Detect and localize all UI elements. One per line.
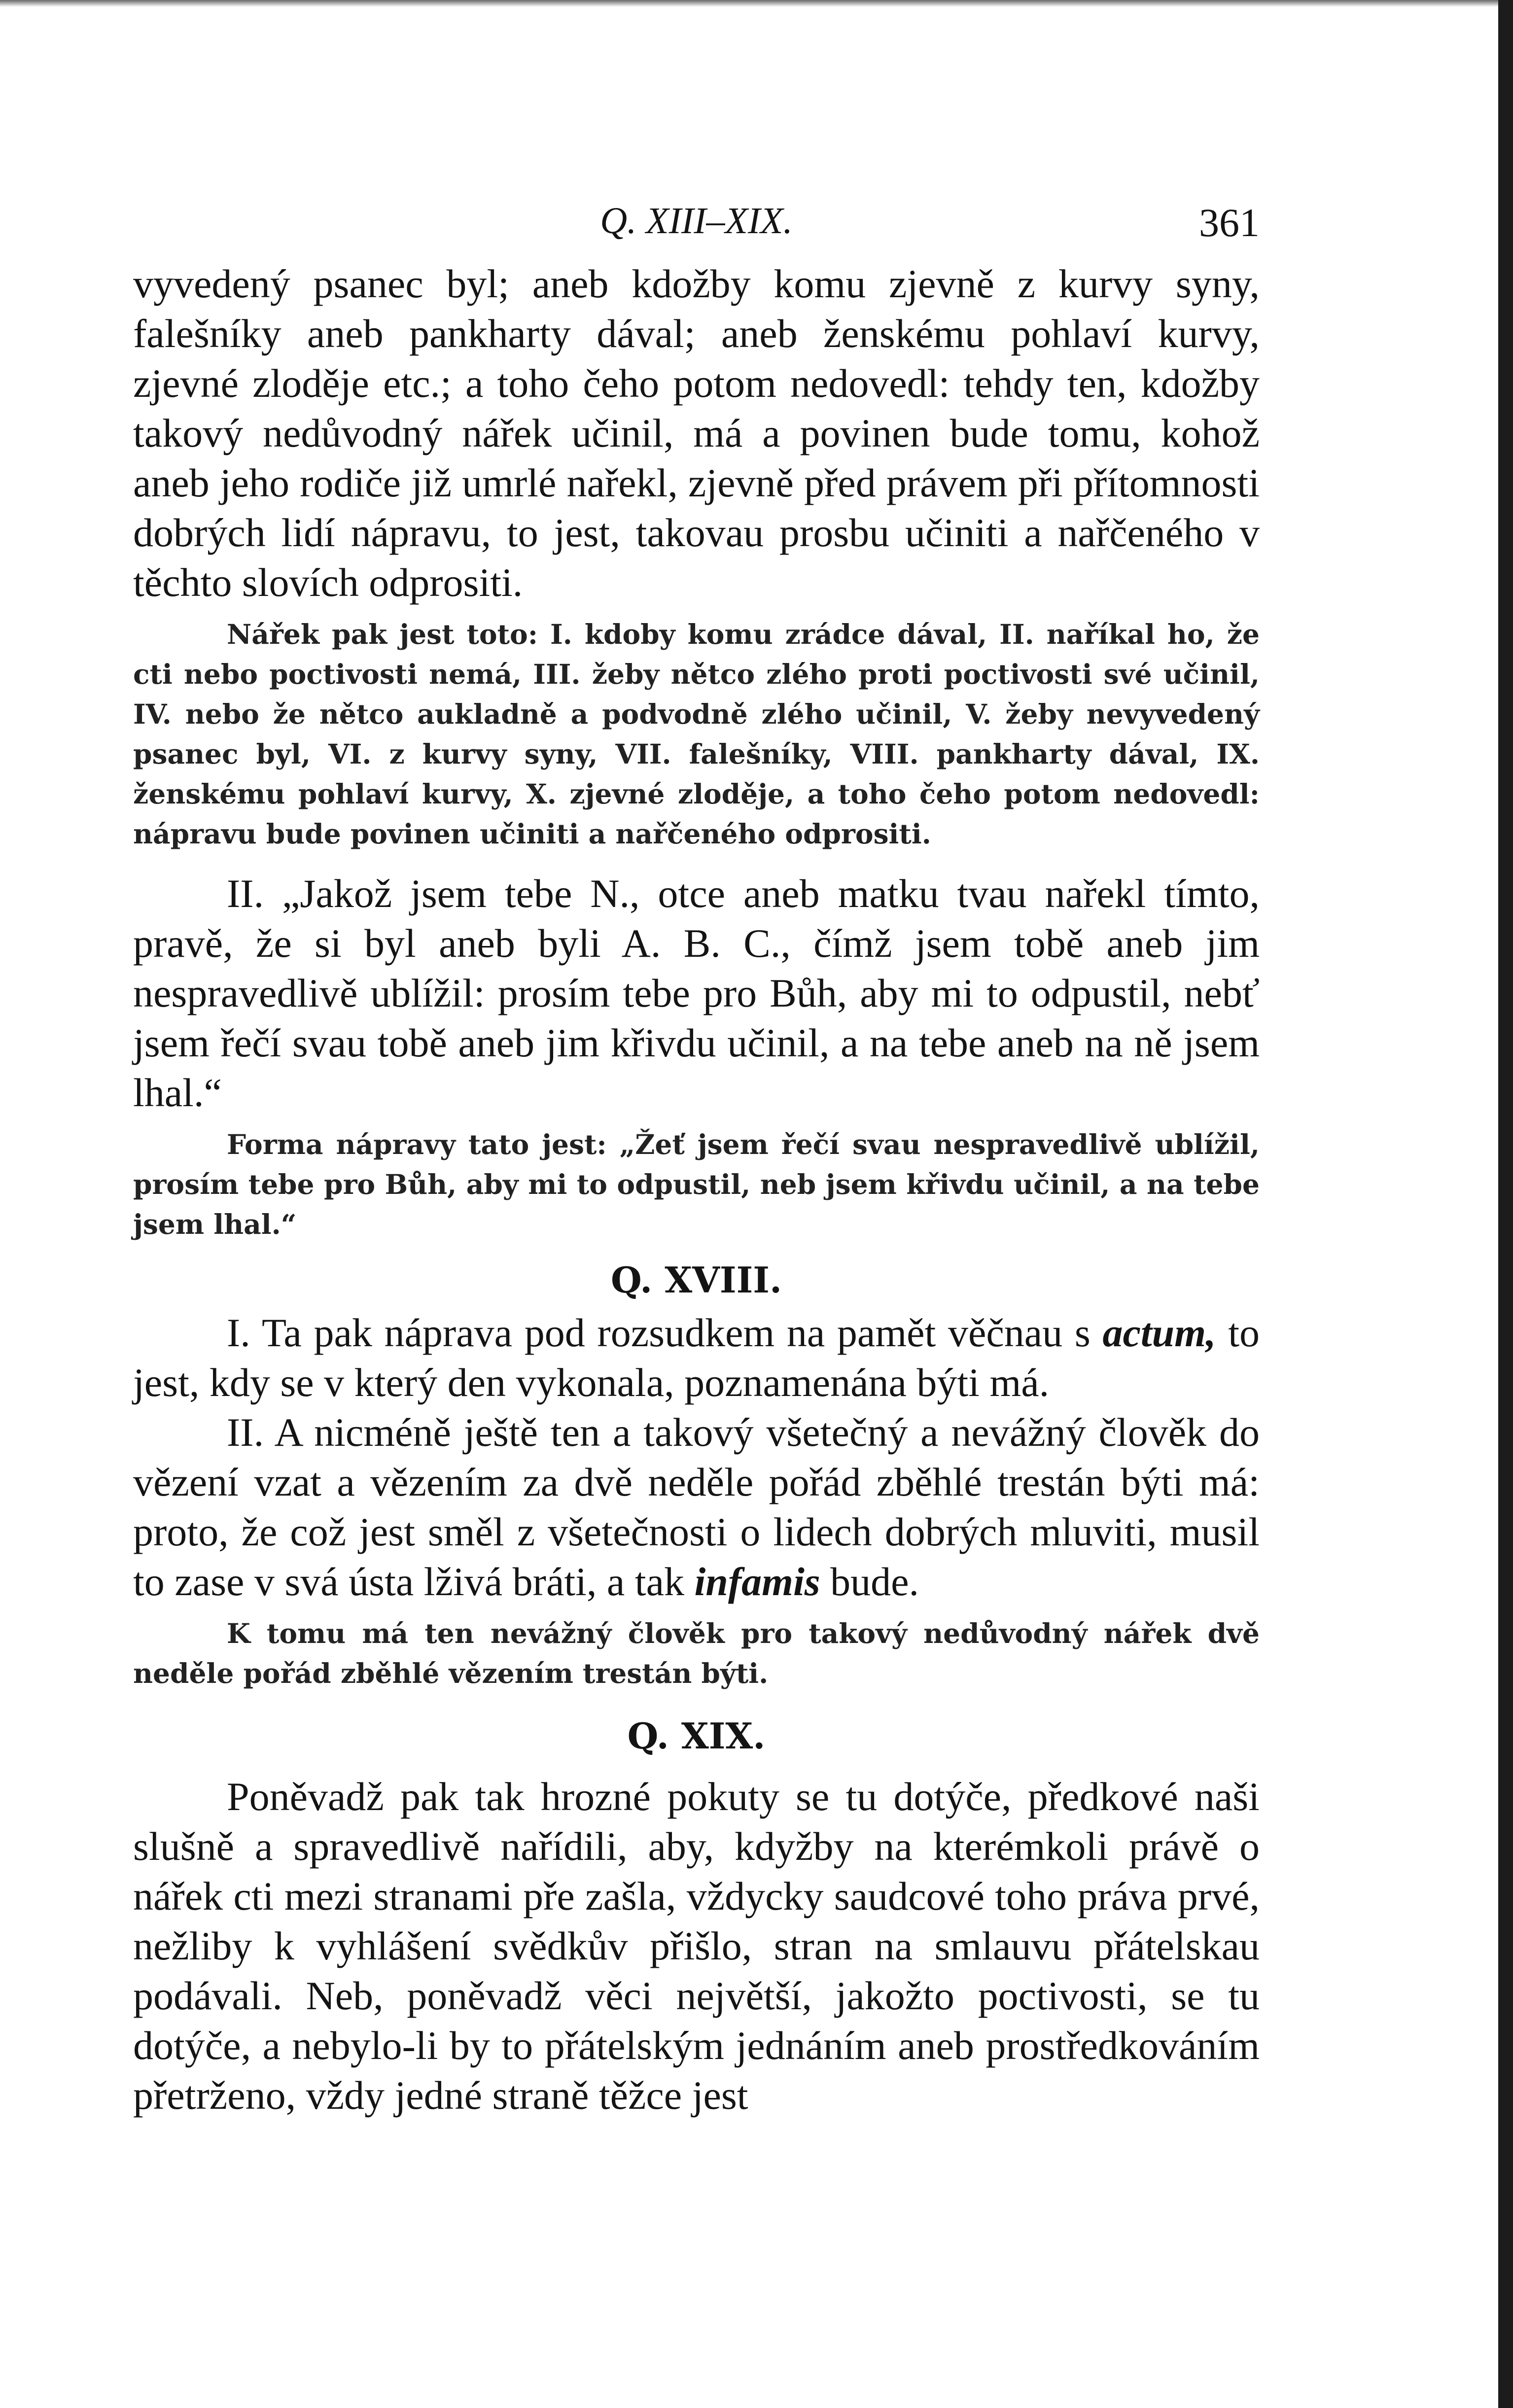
book-page (133, 200, 1260, 2120)
page-number: 361 (1199, 200, 1260, 245)
paragraph-apology-formula: II. „Jakož jsem tebe N., otce aneb matku tvau nařekl tímto, pravě, že si byl aneb byli A. B. C., čímž jsem tobě aneb jim nespravedlivě ublížil: prosím tebe pro Bůh, aby mi to odpustil, nebť jsem řečí svau tobě aneb jim křivdu učinil, a na tebe aneb na ně jsem lhal.“ (133, 871, 1260, 1115)
note-form-of-redress: Forma nápravy tato jest: „Žeť jsem řečí svau nespravedlivě ublížil, prosím tebe pro Bůh, aby mi to odpustil, neb jsem křivdu učinil, a na tebe jsem lhal.“ (133, 1128, 1260, 1240)
paragraph-q18-2-text-b: bude. (820, 1559, 919, 1604)
note-definition-of-insult: Nářek pak jest toto: I. kdoby komu zrádce dával, II. naříkal ho, že cti nebo poctivosti nemá, III. žeby nětco zlého proti poctivosti své učinil, IV. nebo že nětco aukladně a podvodně zlého učinil, V. žeby nevyvedený psanec byl, VI. z kurvy syny, VII. falešníky, VIII. pankharty dával, IX. ženskému pohlaví kurvy, X. zjevné zloděje, a toho čeho potom nedovedl: nápravu bude povinen učiniti a nařčeného odprositi. (133, 618, 1260, 850)
running-head-title: Q. XIII–XIX. (600, 200, 793, 242)
paragraph-q18-1-text-a: I. Ta pak náprava pod rozsudkem na pamět věčnau s (227, 1310, 1103, 1355)
paragraph-q19: Poněvadž pak tak hrozné pokuty se tu dotýče, předkové naši slušně a spravedlivě nařídili, aby, kdyžby na kterémkoli právě o nářek cti mezi stranami pře zašla, vždycky saudcové toho práva prvé, nežliby k vyhlášení svědkův přišlo, stran na smlauvu přátelskau podávali. Neb, poněvadž věci největší, jakožto poctivosti, se tu dotýče, a nebylo-li by to přátelským jednáním aneb prostředkováním přetrženo, vždy jedné straně těžce jest (133, 1774, 1260, 2118)
paragraph-q18-2-text-a: II. A nicméně ještě ten a takový všetečný a nevážný člověk do vězení vzat a vězením za dvě neděle pořád zběhlé trestán býti má: proto, že což jest směl z všetečnosti o lidech dobrých mluviti, musil to zase v svá ústa lživá bráti, a tak (133, 1410, 1260, 1604)
section-heading-q19: Q. XIX. (627, 1715, 766, 1757)
section-heading-q18: Q. XVIII. (610, 1259, 782, 1301)
latin-term-infamis: infamis (694, 1559, 820, 1604)
paragraph-q18-2 (133, 1407, 1260, 1606)
paragraph-q18-1 (133, 1308, 1260, 1407)
running-head (133, 200, 1260, 259)
paragraph-q18-1-text-b: to jest, kdy se v který den vykonala, poznamenána býti má. (133, 1310, 1260, 1405)
scan-shadow-top (0, 0, 1513, 7)
note-imprisonment: K tomu má ten nevážný člověk pro takový nedůvodný nářek dvě neděle pořád zběhlé vězením trestán býti. (133, 1617, 1260, 1689)
latin-term-actum: actum, (1102, 1310, 1216, 1355)
paragraph-continuation: vyvedený psanec byl; aneb kdožby komu zjevně z kurvy syny, falešníky aneb pankharty dával; aneb ženskému pohlaví kurvy, zjevné zloděje etc.; a toho čeho potom nedovedl: tehdy ten, kdožby takový nedůvodný nářek učinil, má a povinen bude tomu, kohož aneb jeho rodiče již umrlé nařekl, zjevně před právem při přítomnosti dobrých lidí nápravu, to jest, takovau prosbu učiniti a nařčeného v těchto slovích odprositi. (133, 261, 1260, 605)
scan-edge-right (1498, 0, 1513, 2408)
